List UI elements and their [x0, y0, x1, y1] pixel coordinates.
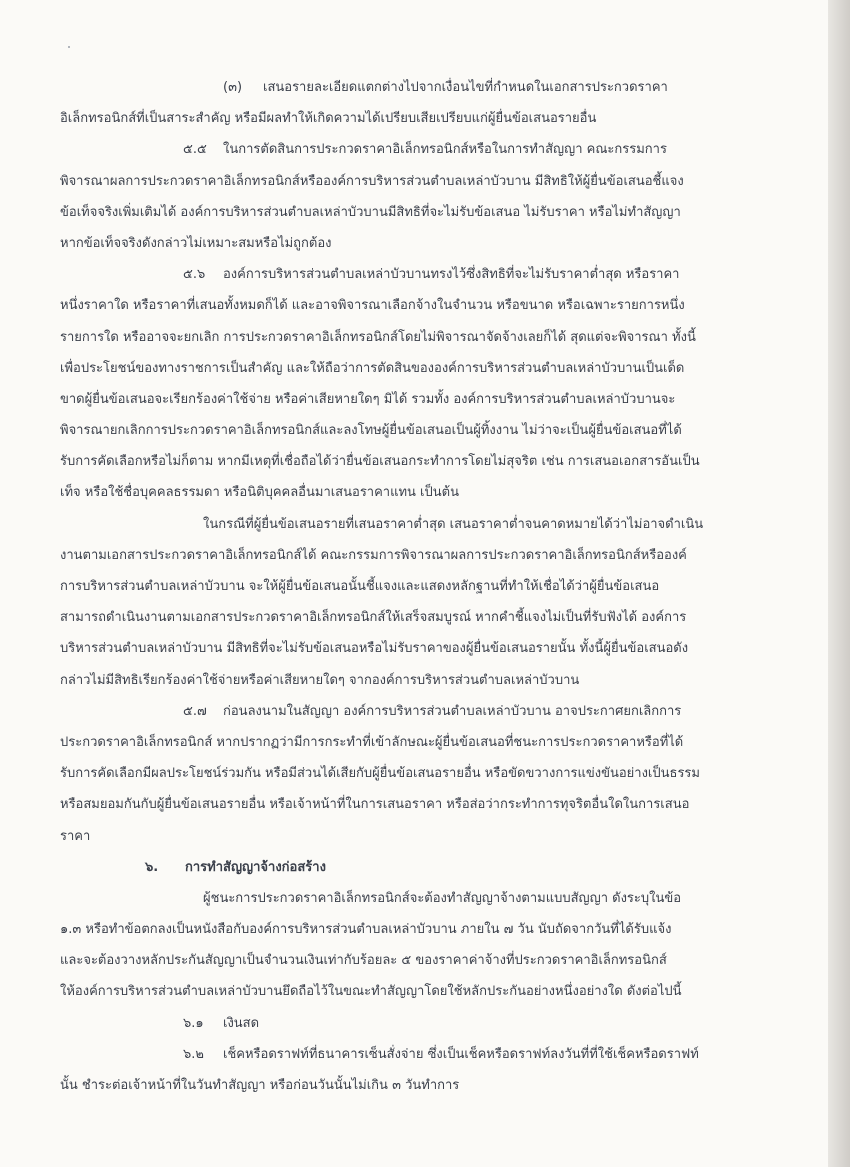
line-text: เช็คหรือดราฟท์ที่ธนาคารเซ็นสั่งจ่าย ซึ่งเป็นเช็คหรือดราฟท์ลงวันที่ที่ใช้เช็คหรือดราฟท์	[223, 1046, 699, 1062]
line-text: ในกรณีที่ผู้ยื่นข้อเสนอรายที่เสนอราคาต่ำสุด เสนอราคาต่ำจนคาดหมายได้ว่าไม่อาจดำเนิน	[203, 516, 704, 532]
text-line	[60, 197, 720, 228]
text-line	[60, 914, 720, 945]
line-text: สามารถดำเนินงานตามเอกสารประกวดราคาอิเล็กทรอนิกส์ให้เสร็จสมบูรณ์ หากคำชี้แจงไม่เป็นที่รับฟังได้ องค์การ	[60, 610, 687, 626]
line-text: เงินสด	[223, 1015, 260, 1031]
text-line	[60, 415, 720, 446]
line-text: พิจารณายกเลิกการประกวดราคาอิเล็กทรอนิกส์และลงโทษผู้ยื่นข้อเสนอเป็นผู้ทิ้งงาน ไม่ว่าจะเป็นผู้ยื่นข้อเสนอที่ได้	[60, 423, 682, 439]
text-line	[60, 758, 720, 789]
text-line	[60, 259, 720, 290]
clause-number: ๖.๑	[183, 1015, 204, 1031]
clause-number: (๓)	[223, 80, 243, 95]
text-line	[60, 602, 720, 633]
text-line	[60, 976, 720, 1007]
line-text: พิจารณาผลการประกวดราคาอิเล็กทรอนิกส์หรือองค์การบริหารส่วนตำบลเหล่าบัวบาน มีสิทธิให้ผู้ยื่นข้อเสนอชี้แจง	[60, 173, 684, 189]
clause-number: ๖.๒	[183, 1046, 204, 1062]
line-text: นั้น ชำระต่อเจ้าหน้าที่ในวันทำสัญญา หรือก่อนวันนั้นไม่เกิน ๓ วันทำการ	[60, 1078, 460, 1093]
text-line	[60, 353, 720, 384]
text-line	[60, 477, 720, 508]
line-text: องค์การบริหารส่วนตำบลเหล่าบัวบานทรงไว้ซึ่งสิทธิที่จะไม่รับราคาต่ำสุด หรือราคา	[223, 267, 680, 283]
clause-number: ๕.๗	[183, 703, 207, 719]
text-line	[60, 509, 720, 540]
document-body	[60, 72, 720, 1101]
text-line	[60, 1070, 720, 1101]
line-text: รับการคัดเลือกมีผลประโยชน์ร่วมกัน หรือมีส่วนได้เสียกับผู้ยื่นข้อเสนอรายอื่น หรือขัดขวางการแข่งขันอย่างเป็นธรรม	[60, 766, 700, 782]
line-text: งานตามเอกสารประกวดราคาอิเล็กทรอนิกส์ได้ คณะกรรมการพิจารณาผลการประกวดราคาอิเล็กทรอนิกส์หรือองค์	[60, 547, 687, 563]
line-text: กล่าวไม่มีสิทธิเรียกร้องค่าใช้จ่ายหรือค่าเสียหายใดๆ จากองค์การบริหารส่วนตำบลเหล่าบัวบาน	[60, 672, 580, 688]
text-line	[60, 945, 720, 976]
clause-number: ๖.	[145, 859, 159, 875]
line-text: รายการใด หรืออาจจะยกเลิก การประกวดราคาอิเล็กทรอนิกส์โดยไม่พิจารณาจัดจ้างเลยก็ได้ สุดแต่จะพิจารณา ทั้งนี้	[60, 329, 696, 345]
line-text: เท็จ หรือใช้ชื่อบุคคลธรรมดา หรือนิติบุคคลอื่นมาเสนอราคาแทน เป็นต้น	[60, 485, 459, 501]
line-text: ประกวดราคาอิเล็กทรอนิกส์ หากปรากฏว่ามีการกระทำที่เข้าลักษณะผู้ยื่นข้อเสนอที่ชนะการประกวดราคาหรือที่ได้	[60, 734, 684, 750]
line-text: หากข้อเท็จจริงดังกล่าวไม่เหมาะสมหรือไม่ถูกต้อง	[60, 235, 332, 251]
text-line	[60, 665, 720, 696]
text-line	[60, 1039, 720, 1070]
text-line	[60, 727, 720, 758]
text-line	[60, 103, 720, 134]
line-text: ราคา	[60, 828, 91, 844]
line-text: ๑.๓ หรือทำข้อตกลงเป็นหนังสือกับองค์การบริหารส่วนตำบลเหล่าบัวบาน ภายใน ๗ วัน นับถัดจากวันที่ได้รับแจ้ง	[60, 922, 672, 938]
line-text: ผู้ชนะการประกวดราคาอิเล็กทรอนิกส์จะต้องทำสัญญาจ้างตามแบบสัญญา ดังระบุในข้อ	[203, 890, 682, 906]
text-line	[60, 571, 720, 602]
line-text: ขาดผู้ยื่นข้อเสนอจะเรียกร้องค่าใช้จ่าย หรือค่าเสียหายใดๆ มิได้ รวมทั้ง องค์การบริหารส่วนตำบลเหล่าบัวบานจะ	[60, 391, 676, 407]
text-line	[60, 72, 720, 103]
section-heading	[60, 852, 720, 883]
page-edge-shadow	[828, 0, 850, 1167]
text-line	[60, 134, 720, 165]
text-line	[60, 696, 720, 727]
line-text: ก่อนลงนามในสัญญา องค์การบริหารส่วนตำบลเหล่าบัวบาน อาจประกาศยกเลิกการ	[223, 703, 682, 719]
line-text: บริหารส่วนตำบลเหล่าบัวบาน มีสิทธิที่จะไม่รับข้อเสนอหรือไม่รับราคาของผู้ยื่นข้อเสนอรายนั้น ทั้งนี้ผู้ยื่นข้อเสนอดัง	[60, 641, 689, 657]
line-text: หรือสมยอมกันกับผู้ยื่นข้อเสนอรายอื่น หรือเจ้าหน้าที่ในการเสนอราคา หรือส่อว่ากระทำการทุจริตอื่นใดในการเสนอ	[60, 797, 690, 813]
line-text: ในการตัดสินการประกวดราคาอิเล็กทรอนิกส์หรือในการทำสัญญา คณะกรรมการ	[223, 142, 667, 158]
text-line	[60, 384, 720, 415]
text-line	[60, 446, 720, 477]
text-line	[60, 166, 720, 197]
line-text: ข้อเท็จจริงเพิ่มเติมได้ องค์การบริหารส่วนตำบลเหล่าบัวบานมีสิทธิที่จะไม่รับข้อเสนอ ไม่รับราคา หรือไม่ทำสัญญา	[60, 204, 681, 220]
clause-number: ๕.๖	[183, 267, 206, 283]
line-text: การทำสัญญาจ้างก่อสร้าง	[185, 859, 326, 875]
line-text: หนึ่งราคาใด หรือราคาที่เสนอทั้งหมดก็ได้ และอาจพิจารณาเลือกจ้างในจำนวน หรือขนาด หรือเฉพาะรายการหนึ่ง	[60, 298, 685, 314]
text-line	[60, 290, 720, 321]
line-text: ให้องค์การบริหารส่วนตำบลเหล่าบัวบานยึดถือไว้ในขณะทำสัญญาโดยใช้หลักประกันอย่างหนึ่งอย่างใด ดังต่อไปนี้	[60, 984, 682, 1000]
text-line	[60, 883, 720, 914]
line-text: รับการคัดเลือกหรือไม่ก็ตาม หากมีเหตุที่เชื่อถือได้ว่ายื่นข้อเสนอกระทำการโดยไม่สุจริต เช่น การเสนอเอกสารอันเป็น	[60, 454, 700, 470]
text-line	[60, 540, 720, 571]
text-line	[60, 789, 720, 820]
line-text: และจะต้องวางหลักประกันสัญญาเป็นจำนวนเงินเท่ากับร้อยละ ๕ ของราคาค่าจ้างที่ประกวดราคาอิเล็กทรอนิกส์	[60, 953, 667, 969]
paper-speck	[68, 46, 70, 48]
text-line	[60, 1008, 720, 1039]
line-text: การบริหารส่วนตำบลเหล่าบัวบาน จะให้ผู้ยื่นข้อเสนอนั้นชี้แจงและแสดงหลักฐานที่ทำให้เชื่อได้ว่าผู้ยื่นข้อเสนอ	[60, 579, 660, 594]
line-text: เสนอรายละเอียดแตกต่างไปจากเงื่อนไขที่กำหนดในเอกสารประกวดราคา	[263, 80, 668, 95]
line-text: เพื่อประโยชน์ของทางราชการเป็นสำคัญ และให้ถือว่าการตัดสินขององค์การบริหารส่วนตำบลเหล่าบัวบานเป็นเด็ด	[60, 360, 685, 376]
text-line	[60, 633, 720, 664]
text-line	[60, 228, 720, 259]
clause-number: ๕.๕	[183, 142, 207, 158]
line-text: อิเล็กทรอนิกส์ที่เป็นสาระสำคัญ หรือมีผลทำให้เกิดความได้เปรียบเสียเปรียบแก่ผู้ยื่นข้อเสนอรายอื่น	[60, 111, 597, 127]
text-line	[60, 322, 720, 353]
text-line	[60, 821, 720, 852]
